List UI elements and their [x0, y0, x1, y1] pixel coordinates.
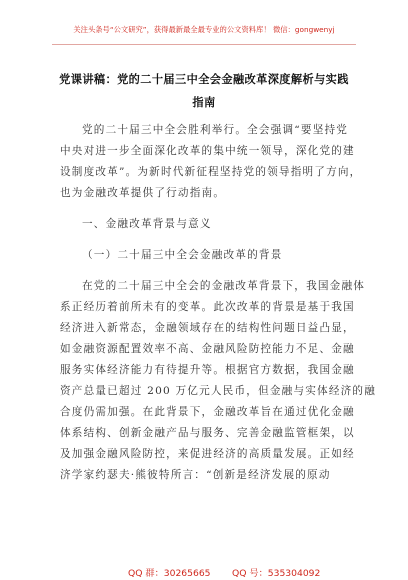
intro-line: 设制度改革”。为新时代新征程坚持党的领导指明了方向， [60, 166, 362, 178]
body-line: 服务实体经济能力有待提升等。根据官方数据，我国金融 [60, 364, 355, 376]
body-line: 在党的二十届三中全会的金融改革背景下，我国金融体 [82, 280, 366, 292]
header-divider [52, 44, 356, 45]
section-heading: 一、金融改革背景与意义 [82, 218, 212, 230]
section-subheading: （一）二十届三中全会金融改革的背景 [82, 249, 283, 261]
body-line: 体系结构、创新金融产品与服务、完善金融监管框架，以 [60, 427, 355, 439]
intro-line: 党的二十届三中全会胜利举行。全会强调“要坚持党 [82, 124, 349, 136]
body-line: 如金融资源配置效率不高、金融风险防控能力不足、金融 [60, 343, 355, 355]
document-title-line-1: 党课讲稿：党的二十届三中全会金融改革深度解析与实践 [59, 72, 349, 86]
intro-line: 中央对进一步全面深化改革的集中统一领导，深化党的建 [60, 145, 355, 157]
intro-line: 也为金融改革提供了行动指南。 [60, 187, 226, 199]
document-title-line-2: 指南 [192, 95, 216, 109]
footer-qq-group: QQ 群：30265665 [128, 568, 211, 579]
body-line: 经济进入新常态，金融领域存在的结构性问题日益凸显， [60, 322, 355, 334]
body-line: 济学家约瑟夫·熊彼特所言：“创新是经济发展的原动 [60, 469, 331, 481]
footer-qq-number: QQ 号：535304092 [232, 568, 321, 579]
body-line: 系正经历着前所未有的变革。此次改革的背景是基于我国 [60, 301, 355, 313]
body-line: 及加强金融风险防控，来促进经济的高质量发展。正如经 [60, 448, 355, 460]
header-banner: 关注头条号“公文研究”，获得最新最全最专业的公文资料库！ 微信：gongwenyj [73, 25, 335, 34]
body-line: 资产总量已超过 200 万亿元人民币，但金融与实体经济的融 [60, 385, 377, 397]
body-line: 合度仍需加强。在此背景下，金融改革旨在通过优化金融 [60, 406, 355, 418]
